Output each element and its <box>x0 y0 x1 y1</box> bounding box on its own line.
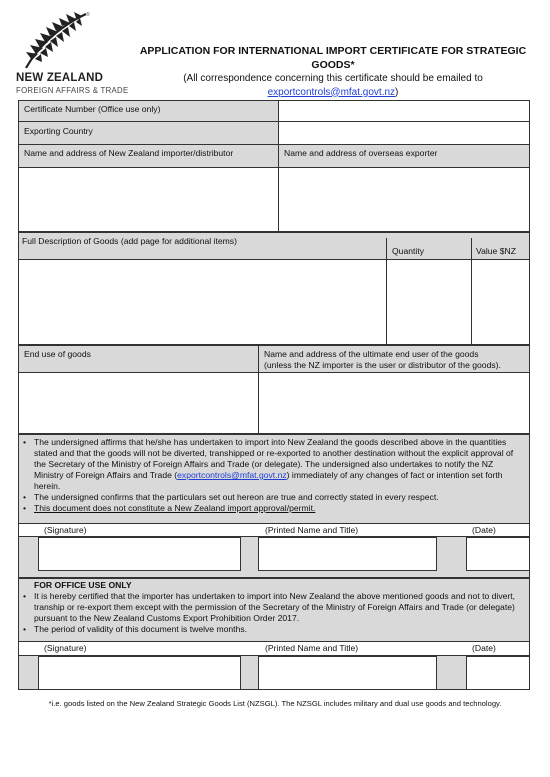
form-subtitle: (All correspondence concerning this certificate should be emailed to <box>183 73 483 84</box>
divider <box>18 259 530 260</box>
value-field[interactable] <box>473 261 529 344</box>
date-label: (Date) <box>472 525 496 535</box>
office-signature-label: (Signature) <box>44 643 87 653</box>
exporting-country-label: Exporting Country <box>24 126 93 136</box>
spacer-cell <box>19 571 529 577</box>
divider <box>18 144 530 145</box>
declaration-bullet-1-text: The undersigned affirms that he/she has undertaken to import into New Zealand the goods described above in the quantities stated and that the goods will not be diverted, transhipped or re-exported to another destination without the explicit approval of the Secretary of the Ministry of Foreign Affairs and Trade (or delegate). The undersigned also undertakes to notify the NZ Ministry of Foreign Affairs and Trade ( <box>34 437 514 480</box>
header-email-close: ) <box>395 86 399 98</box>
office-use-text <box>22 591 524 635</box>
exporter-label: Name and address of overseas exporter <box>284 148 438 158</box>
declaration-bullet-1 <box>22 437 522 492</box>
divider <box>386 238 387 345</box>
end-user-field[interactable] <box>260 374 529 433</box>
cert-number-label: Certificate Number (Office use only) <box>24 104 161 114</box>
office-use-heading: FOR OFFICE USE ONLY <box>34 580 132 590</box>
divider <box>18 372 530 373</box>
signature-label: (Signature) <box>44 525 87 535</box>
office-bullet-2: • The period of validity of this document is twelve months. <box>22 624 524 635</box>
spacer-cell <box>241 656 258 689</box>
quantity-field[interactable] <box>388 261 470 344</box>
divider <box>18 121 530 122</box>
declaration-email-link[interactable]: exportcontrols@mfat.govt.nz <box>177 470 287 480</box>
logo-ministry: FOREIGN AFFAIRS & TRADE <box>16 86 129 95</box>
form-subtitle-email-line <box>138 86 528 100</box>
declaration-bullet-3 <box>22 503 522 514</box>
printed-name-field[interactable] <box>258 537 437 571</box>
office-printed-name-label: (Printed Name and Title) <box>265 643 359 653</box>
divider <box>278 100 279 232</box>
goods-description-field[interactable] <box>20 261 385 344</box>
declaration-bullet-1-text-end: ) immediately of any changes of fact or intention set forth herein. <box>34 470 503 491</box>
divider <box>18 167 530 168</box>
exporter-field[interactable] <box>280 169 529 231</box>
goods-description-label: Full Description of Goods (add page for additional items) <box>22 236 237 246</box>
declaration-bullet-2: • The undersigned confirms that the particulars set out hereon are true and correctly stated in every respect. <box>22 492 522 503</box>
end-user-label: Name and address of the ultimate end user of the goods <box>264 349 479 359</box>
header-email-link[interactable]: exportcontrols@mfat.govt.nz <box>267 86 396 98</box>
spacer-cell <box>241 537 258 571</box>
date-field[interactable] <box>466 537 530 571</box>
declaration-text <box>22 437 522 514</box>
form-title-line1: APPLICATION FOR INTERNATIONAL IMPORT CERTIFICATE FOR STRATEGIC <box>139 45 527 57</box>
declaration-bullet-3-text: This document does not constitute a New Zealand import approval/permit. <box>34 503 316 513</box>
value-label: Value $NZ <box>476 246 516 256</box>
importer-field[interactable] <box>20 169 277 231</box>
divider <box>18 523 530 524</box>
exporting-country-field[interactable] <box>280 123 529 143</box>
office-bullet-1: • It is hereby certified that the importer has undertaken to import into New Zealand the above mentioned goods and not to divert, tranship or re-export them except with the permission of the Secretary of the Ministry of Foreign Affairs and Trade (or delegate) pursuant to the New Zealand Customs Export Prohibition Order 2017. <box>22 591 524 624</box>
office-signature-field[interactable] <box>38 656 241 690</box>
printed-name-label: (Printed Name and Title) <box>265 525 359 535</box>
end-use-field[interactable] <box>20 374 257 433</box>
mfat-logo <box>14 10 144 100</box>
spacer-cell <box>19 656 38 689</box>
cert-number-field[interactable] <box>280 102 529 120</box>
divider <box>258 345 259 434</box>
logo-country: NEW ZEALAND <box>16 72 104 84</box>
importer-label: Name and address of New Zealand importer/distributor <box>24 148 234 158</box>
footnote: *i.e. goods listed on the New Zealand Strategic Goods List (NZSGL). The NZSGL includes military and dual use goods and technology. <box>48 699 502 708</box>
spacer-cell <box>19 537 38 571</box>
office-date-label: (Date) <box>472 643 496 653</box>
divider <box>18 641 530 642</box>
form-header <box>138 45 528 99</box>
quantity-label: Quantity <box>392 246 425 256</box>
signature-field[interactable] <box>38 537 241 571</box>
end-user-label-note: (unless the NZ importer is the user or distributor of the goods). <box>264 360 501 370</box>
end-use-label: End use of goods <box>24 349 91 359</box>
spacer-cell <box>437 656 466 689</box>
office-date-field[interactable] <box>466 656 530 690</box>
registered-mark: ® <box>86 12 90 18</box>
divider <box>471 238 472 345</box>
form-title-line2: GOODS* <box>311 58 355 71</box>
fern-icon <box>16 10 88 70</box>
spacer-cell <box>437 537 466 571</box>
office-printed-name-field[interactable] <box>258 656 437 690</box>
